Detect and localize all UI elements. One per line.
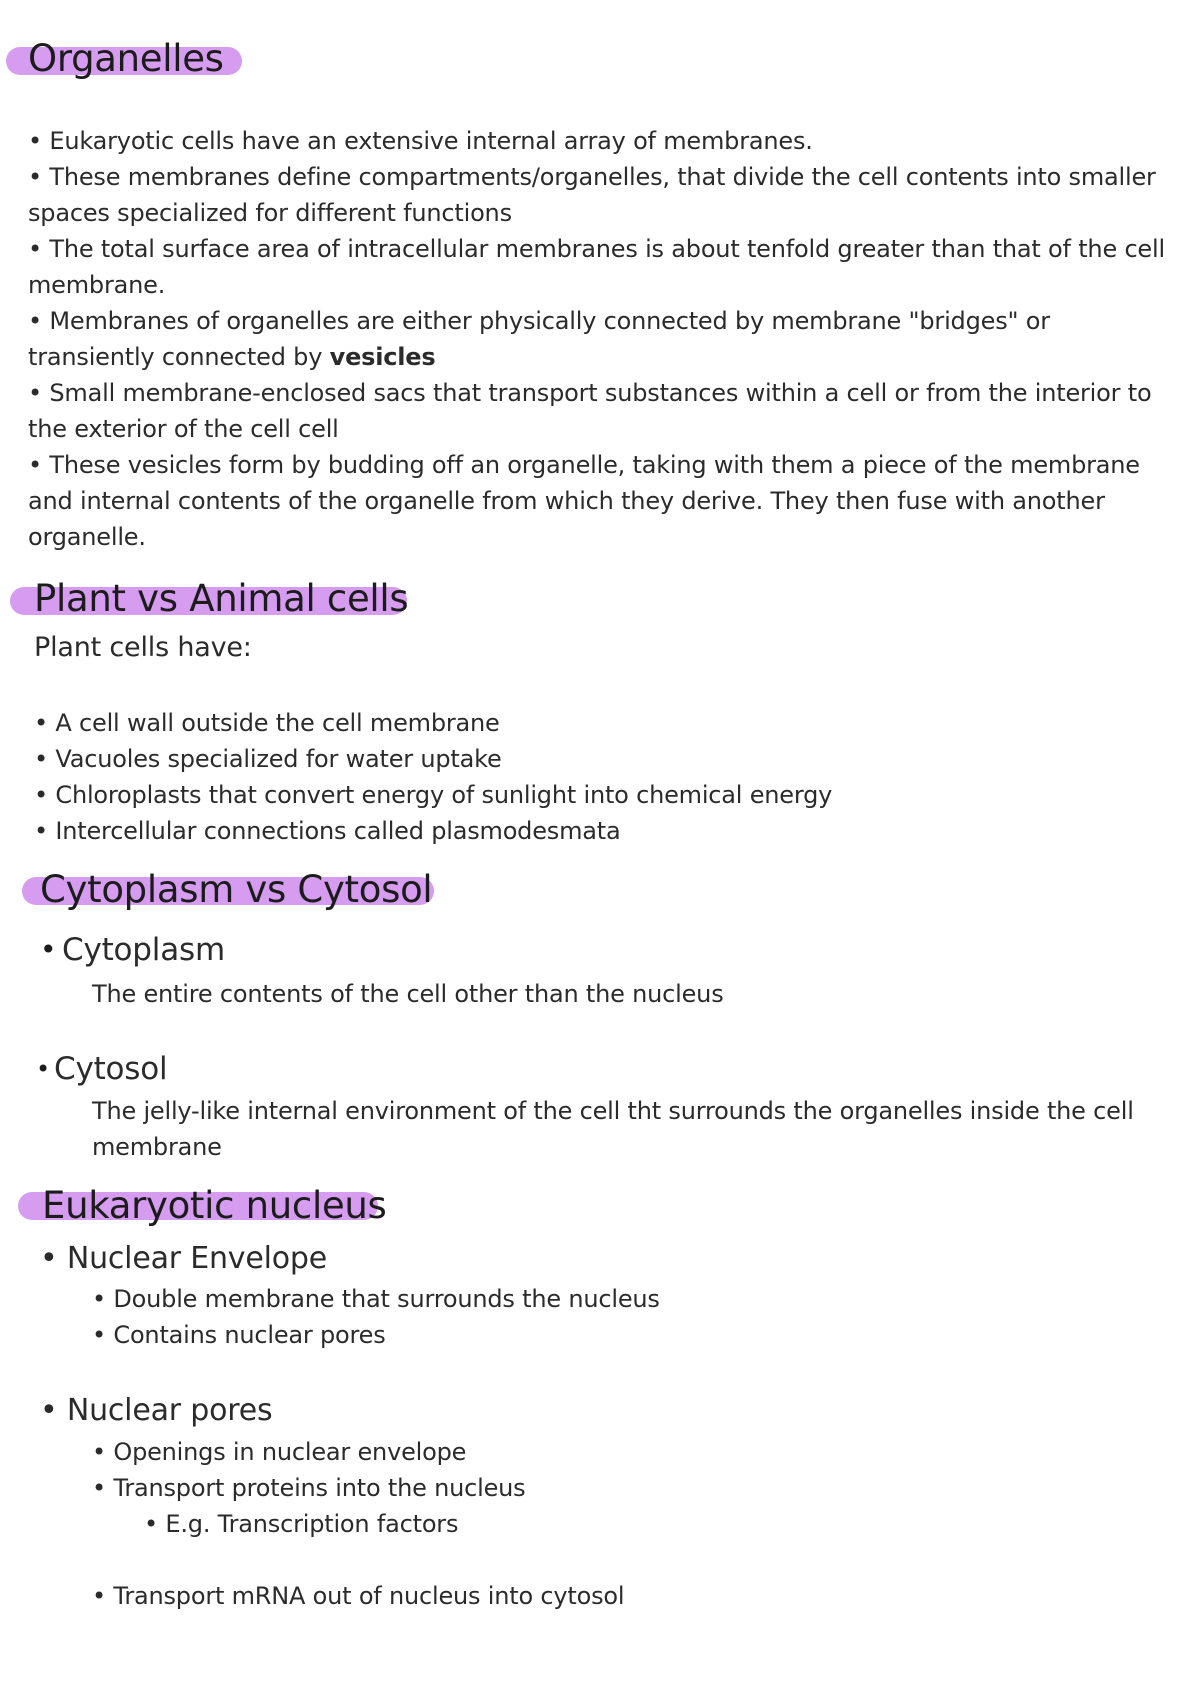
envelope-item-double-membrane: • Double membrane that surrounds the nucleus <box>92 1285 660 1313</box>
cytoplasm-bullet: • <box>40 933 57 966</box>
heading-eukaryotic-nucleus: Eukaryotic nucleus <box>42 1184 387 1227</box>
plant-item-cell-wall: • A cell wall outside the cell membrane <box>34 709 500 737</box>
nuclear-envelope-term: • Nuclear Envelope <box>40 1241 327 1276</box>
plant-item-chloroplasts: • Chloroplasts that convert energy of sunlight into chemical energy <box>34 781 833 809</box>
heading-organelles: Organelles <box>28 37 224 80</box>
plant-item-plasmodesmata: • Intercellular connections called plasmodesmata <box>34 817 621 845</box>
plant-cells-subtitle: Plant cells have: <box>34 632 252 663</box>
organelles-p4-text: • Membranes of organelles are either physically connected by membrane "bridges" or transiently connected by <box>28 307 1050 371</box>
cytosol-term: Cytosol <box>54 1051 168 1087</box>
organelles-p3: • The total surface area of intracellular membranes is about tenfold greater than that of the cell membrane. <box>28 235 1165 299</box>
pores-item-transport-mrna: • Transport mRNA out of nucleus into cytosol <box>92 1582 625 1610</box>
cytosol-definition: The jelly-like internal environment of the cell tht surrounds the organelles inside the cell membrane <box>92 1097 1134 1161</box>
plant-item-vacuoles: • Vacuoles specialized for water uptake <box>34 745 502 773</box>
vesicles-term: vesicles <box>329 343 436 371</box>
cytosol-bullet: • <box>36 1055 50 1083</box>
pores-item-openings: • Openings in nuclear envelope <box>92 1438 467 1466</box>
organelles-p1: • Eukaryotic cells have an extensive internal array of membranes. <box>28 127 813 155</box>
organelles-p5: • Small membrane-enclosed sacs that transport substances within a cell or from the interior to the exterior of the cell cell <box>28 379 1152 443</box>
cytoplasm-term: Cytoplasm <box>62 932 225 968</box>
pores-subitem-transcription-factors: • E.g. Transcription factors <box>144 1510 459 1538</box>
organelles-paragraphs <box>28 123 1178 555</box>
heading-plant-vs-animal: Plant vs Animal cells <box>34 577 409 620</box>
envelope-item-nuclear-pores: • Contains nuclear pores <box>92 1321 386 1349</box>
organelles-p6: • These vesicles form by budding off an organelle, taking with them a piece of the membrane and internal contents of the organelle from which they derive. They then fuse with another organelle. <box>28 451 1140 551</box>
organelles-p4 <box>28 303 1178 375</box>
heading-cytoplasm-vs-cytosol: Cytoplasm vs Cytosol <box>40 868 433 911</box>
pores-item-transport-proteins: • Transport proteins into the nucleus <box>92 1474 526 1502</box>
nuclear-pores-term: • Nuclear pores <box>40 1393 273 1428</box>
organelles-p2: • These membranes define compartments/organelles, that divide the cell contents into smaller spaces specialized for different functions <box>28 163 1156 227</box>
cytoplasm-definition: The entire contents of the cell other than the nucleus <box>92 980 724 1008</box>
